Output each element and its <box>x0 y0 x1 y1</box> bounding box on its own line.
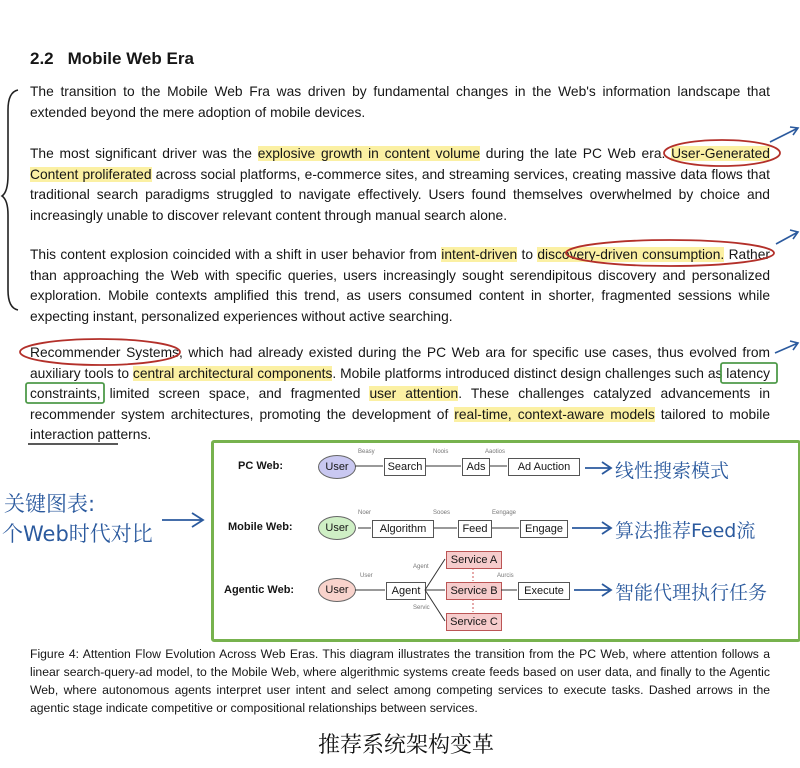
pc-edge-label-3: Aaotios <box>485 449 506 455</box>
p2-highlight-ugc: User-Generated Content proliferated <box>30 146 770 182</box>
p2-text-c: during the late PC Web era. <box>480 146 672 161</box>
p4-highlight-realtime: real-time, context-aware models <box>454 406 655 422</box>
paragraph-1: The transition to the Mobile Web Fra was driven by fundamental changes in the Web's information landscape that extended beyond the mere adoption of mobile devices. <box>30 84 770 120</box>
p3-text-a: This content explosion coincided with a shift in user behavior from <box>30 247 442 262</box>
arrow-right-1 <box>770 127 798 142</box>
mobile-edge-label-3: Eengage <box>492 510 517 516</box>
p3-highlight-intent: intent-driven <box>441 247 518 262</box>
service-c-node: Service C <box>446 613 502 631</box>
p4-recommender-systems: Recommender Systems, <box>30 345 183 360</box>
pc-edge-label-2: Noois <box>433 449 449 455</box>
agentic-agent-node: Agent <box>386 582 426 600</box>
mobile-engage-node: Engage <box>520 520 568 538</box>
pc-auction-node: Ad Auction <box>508 458 580 476</box>
section-title: Mobile Web Era <box>67 49 194 68</box>
p4-text-h: . These challenges catalyzed advancements in recommender system architectures, promoting the development of <box>30 386 770 422</box>
mobile-web-label: Mobile Web: <box>228 521 293 533</box>
paragraph-2 <box>30 144 770 226</box>
arrow-to-figure <box>162 513 203 527</box>
mobile-user-node: User <box>318 516 356 540</box>
agentic-edge-label-3: Aurcis <box>497 573 514 579</box>
agentic-execute-node: Execute <box>518 582 570 600</box>
annotation-left-line1: 关键图表: <box>4 492 96 516</box>
p2-text-e: across social platforms, e-commerce sites, and streaming services, creating massive data flows that traditional search paradigms struggled to navigate effectively. Users found themselves overwhelmed by choice and increasingly unable to discover relevant content through manual search alone. <box>30 166 770 223</box>
p3-highlight-discovery: discovery-driven consumption. <box>537 247 725 262</box>
p2-text-a: The most significant driver was the <box>30 146 258 161</box>
mobile-feed-node: Feed <box>458 520 492 538</box>
annotation-mobile-note: 算法推荐Feed流 <box>615 520 756 542</box>
paragraph-4 <box>30 343 770 446</box>
p4-highlight-central: central architectural components <box>132 365 333 381</box>
pc-ads-node: Ads <box>462 458 490 476</box>
section-heading <box>30 49 194 69</box>
service-a-node: Service A <box>446 551 502 569</box>
annotation-agentic-note: 智能代理执行任务 <box>615 582 768 604</box>
section-number: 2.2 <box>30 49 54 68</box>
p4-latency: latency constraints, <box>30 365 771 401</box>
annotation-pc-note: 线性搜索模式 <box>615 460 730 482</box>
figure-caption: Figure 4: Attention Flow Evolution Across Web Eras. This diagram illustrates the transition from the PC Web, where attention follows a linear search-query-ad model, to the Mobile Web, where algerithmic systems create feeds based on user data, and finally to the Agentic Web, where autonomous agents interpret user intent and select among competing services to execute tasks. Dashed arrows in the agentic stage indicate competitive or compositional relationships between services. <box>30 647 770 715</box>
agentic-web-label: Agentic Web: <box>224 584 295 596</box>
pc-search-node: Search <box>384 458 426 476</box>
pc-user-node: User <box>318 455 356 479</box>
agentic-user-node: User <box>318 578 356 602</box>
arrow-right-2 <box>776 230 798 244</box>
agentic-edge-label-2: Agent <box>413 564 429 570</box>
left-brace <box>2 90 18 310</box>
mobile-edge-label-2: Sooes <box>433 510 451 516</box>
mobile-edge-label-1: Noer <box>358 510 372 516</box>
p3-text-c: to <box>517 247 538 262</box>
pc-web-label: PC Web: <box>238 460 284 472</box>
p4-highlight-attention: user attention <box>369 386 459 401</box>
p2-highlight-growth: explosive growth in content volume <box>257 146 481 161</box>
p4-text-j: tailored to mobile interaction patterns. <box>30 406 771 442</box>
p3-text-e: Rather than approaching the Web with specific queries, users increasingly sought serendipitous discovery and personalized exploration. Mobile contexts amplified this trend, as users consumed content in shorter, fragmented sessions while expecting instant, personalized experiences without active searching. <box>30 247 770 324</box>
agentic-edge-label-4: Servic <box>413 605 430 611</box>
annotation-bottom-note: 推荐系统架构变革 <box>318 733 495 758</box>
mobile-algorithm-node: Algorithm <box>372 520 434 538</box>
service-b-node: Service B <box>446 582 502 600</box>
p4-text-f: limited screen space, and fragmented <box>100 386 370 401</box>
arrow-right-3 <box>775 341 798 353</box>
annotation-left-line2: 个Web时代对比 <box>2 522 153 546</box>
pc-edge-label-1: Beasy <box>358 449 375 455</box>
p4-text-b: which had already existed during the PC Web ara for specific use cases, thus evolved from auxiliary tools to <box>30 345 770 381</box>
paragraph-3 <box>30 245 770 327</box>
p4-text-d: . Mobile platforms introduced distinct design challenges such as <box>332 365 727 381</box>
agentic-edge-label-1: User <box>360 573 373 579</box>
